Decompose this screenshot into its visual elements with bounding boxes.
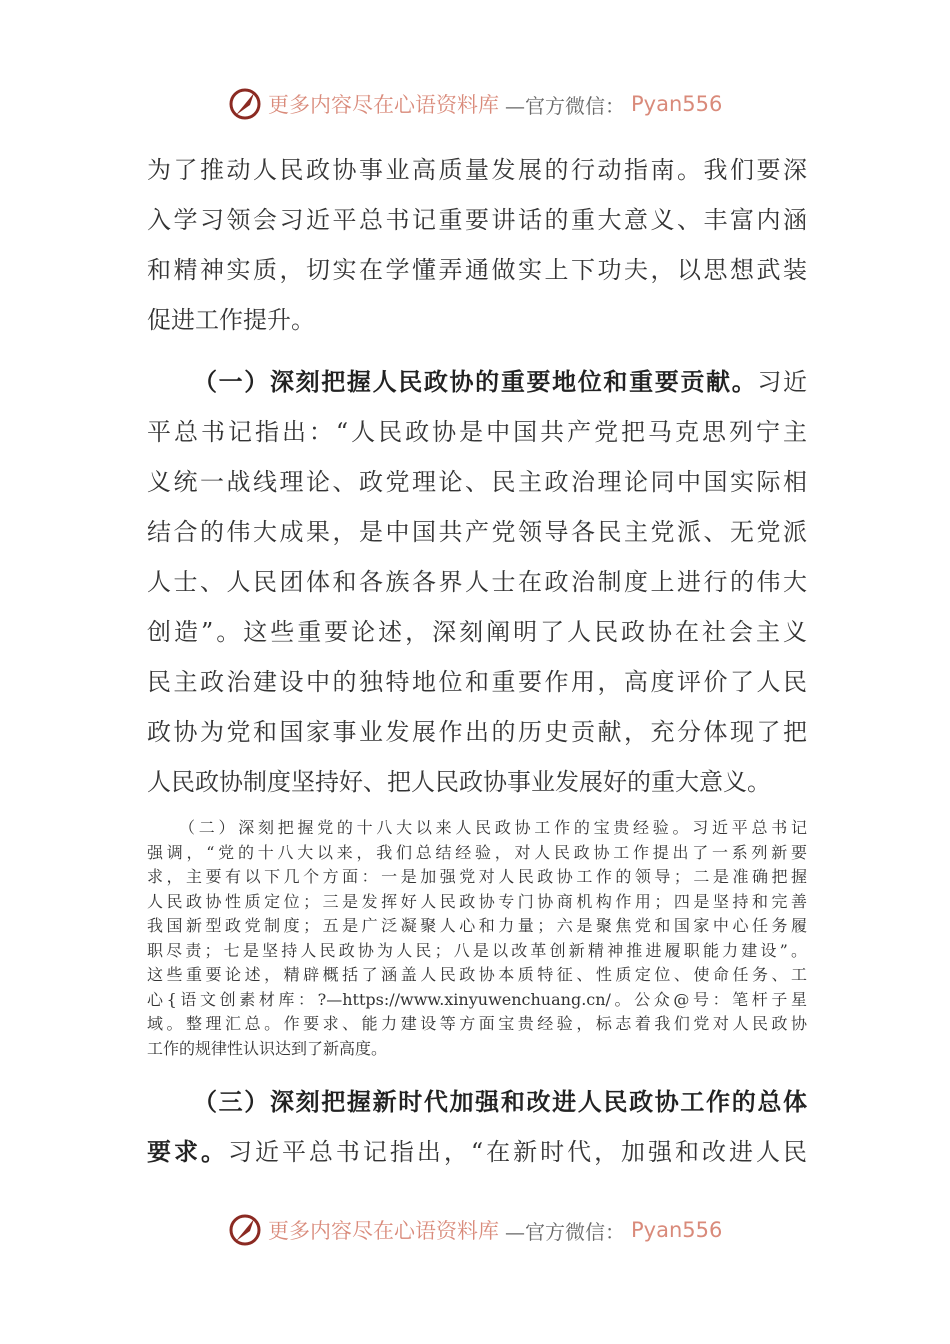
text-line: 政协为党和国家事业发展作出的历史贡献，充分体现了把 [147, 718, 807, 746]
text-line: 创造”。这些重要论述，深刻阐明了人民政协在社会主义 [147, 618, 807, 646]
text-line: 职尽责；七是坚持人民政协为人民；八是以改革创新精神推进履职能力建设”。 [147, 940, 807, 960]
banner-text: 更多内容尽在心语资料库 [268, 1219, 499, 1243]
text-line: 人民政协制度坚持好、把人民政协事业发展好的重大意义。 [147, 768, 771, 796]
text-line: （二）深刻把握党的十八大以来人民政协工作的宝贵经验。习近平总书记 [179, 818, 807, 837]
text-line: 促进工作提升。 [147, 306, 315, 334]
text-line [147, 1127, 807, 1177]
text-line: 我国新型政党制度；五是广泛凝聚人心和力量；六是聚焦党和国家中心任务履 [147, 916, 807, 935]
text-line: 这些重要论述，精辟概括了涵盖人民政协本质特征、性质定位、使命任务、工 [147, 965, 807, 984]
paragraph-3 [147, 1077, 807, 1177]
banner-text: 更多内容尽在心语资料库 [268, 93, 499, 117]
section-heading-3: （三）深刻把握新时代加强和改进人民政协工作的总体 [193, 1087, 807, 1116]
text-span: 习近平总书记指出，“在新时代，加强和改进人民 [227, 1138, 807, 1166]
text-line: 义统一战线理论、政党理论、民主政治理论同中国实际相 [147, 468, 807, 496]
text-line [147, 357, 807, 407]
text-line: 人民政协性质定位；三是发挥好人民政协专门协商机构作用；四是坚持和完善 [147, 891, 807, 911]
text-line: 民主政治建设中的独特地位和重要作用，高度评价了人民 [147, 668, 807, 696]
text-line: 结合的伟大成果，是中国共产党领导各民主党派、无党派 [147, 518, 807, 546]
banner-wechat-label: —官方微信： [505, 1219, 625, 1244]
text-line [147, 1077, 807, 1127]
text-line: 平总书记指出：“人民政协是中国共产党把马克思列宁主 [147, 418, 807, 446]
text-span: 习近 [757, 368, 808, 396]
quill-logo-icon [228, 87, 262, 121]
banner-wechat-id: Pyan556 [631, 1218, 723, 1242]
text-line: 强调，“党的十八大以来，我们总结经验，对人民政协工作提出了一系列新要 [147, 842, 807, 862]
text-line: 和精神实质，切实在学懂弄通做实上下功夫，以思想武装 [147, 256, 807, 284]
banner-wechat-id: Pyan556 [631, 92, 723, 116]
quill-logo-icon [228, 1213, 262, 1247]
paragraph-2 [147, 357, 807, 807]
text-line: 工作的规律性认识达到了新高度。 [147, 1038, 388, 1058]
footer-watermark-banner [228, 1210, 722, 1250]
paragraph-small [147, 816, 807, 1061]
paragraph-1 [147, 145, 807, 345]
text-line: 求，主要有以下几个方面：一是加强党对人民政协工作的领导；二是准确把握 [147, 867, 807, 886]
header-watermark-banner [228, 84, 722, 124]
section-heading-1: （一）深刻把握人民政协的重要地位和重要贡献。 [193, 367, 758, 396]
banner-wechat-label: —官方微信： [505, 93, 625, 118]
text-line: 入学习领会习近平总书记重要讲话的重大意义、丰富内涵 [147, 206, 807, 234]
section-heading-3-end: 要求。 [147, 1137, 228, 1166]
text-line: 心{语文创素材库：?—https://www.xinyuwenchuang.cn/。公众@号：笔杆子星 [147, 989, 807, 1009]
text-line: 域。整理汇总。作要求、能力建设等方面宝贵经验，标志着我们党对人民政协 [147, 1014, 807, 1033]
text-line: 人士、人民团体和各族各界人士在政治制度上进行的伟大 [147, 568, 807, 596]
text-line: 为了推动人民政协事业高质量发展的行动指南。我们要深 [147, 156, 807, 184]
